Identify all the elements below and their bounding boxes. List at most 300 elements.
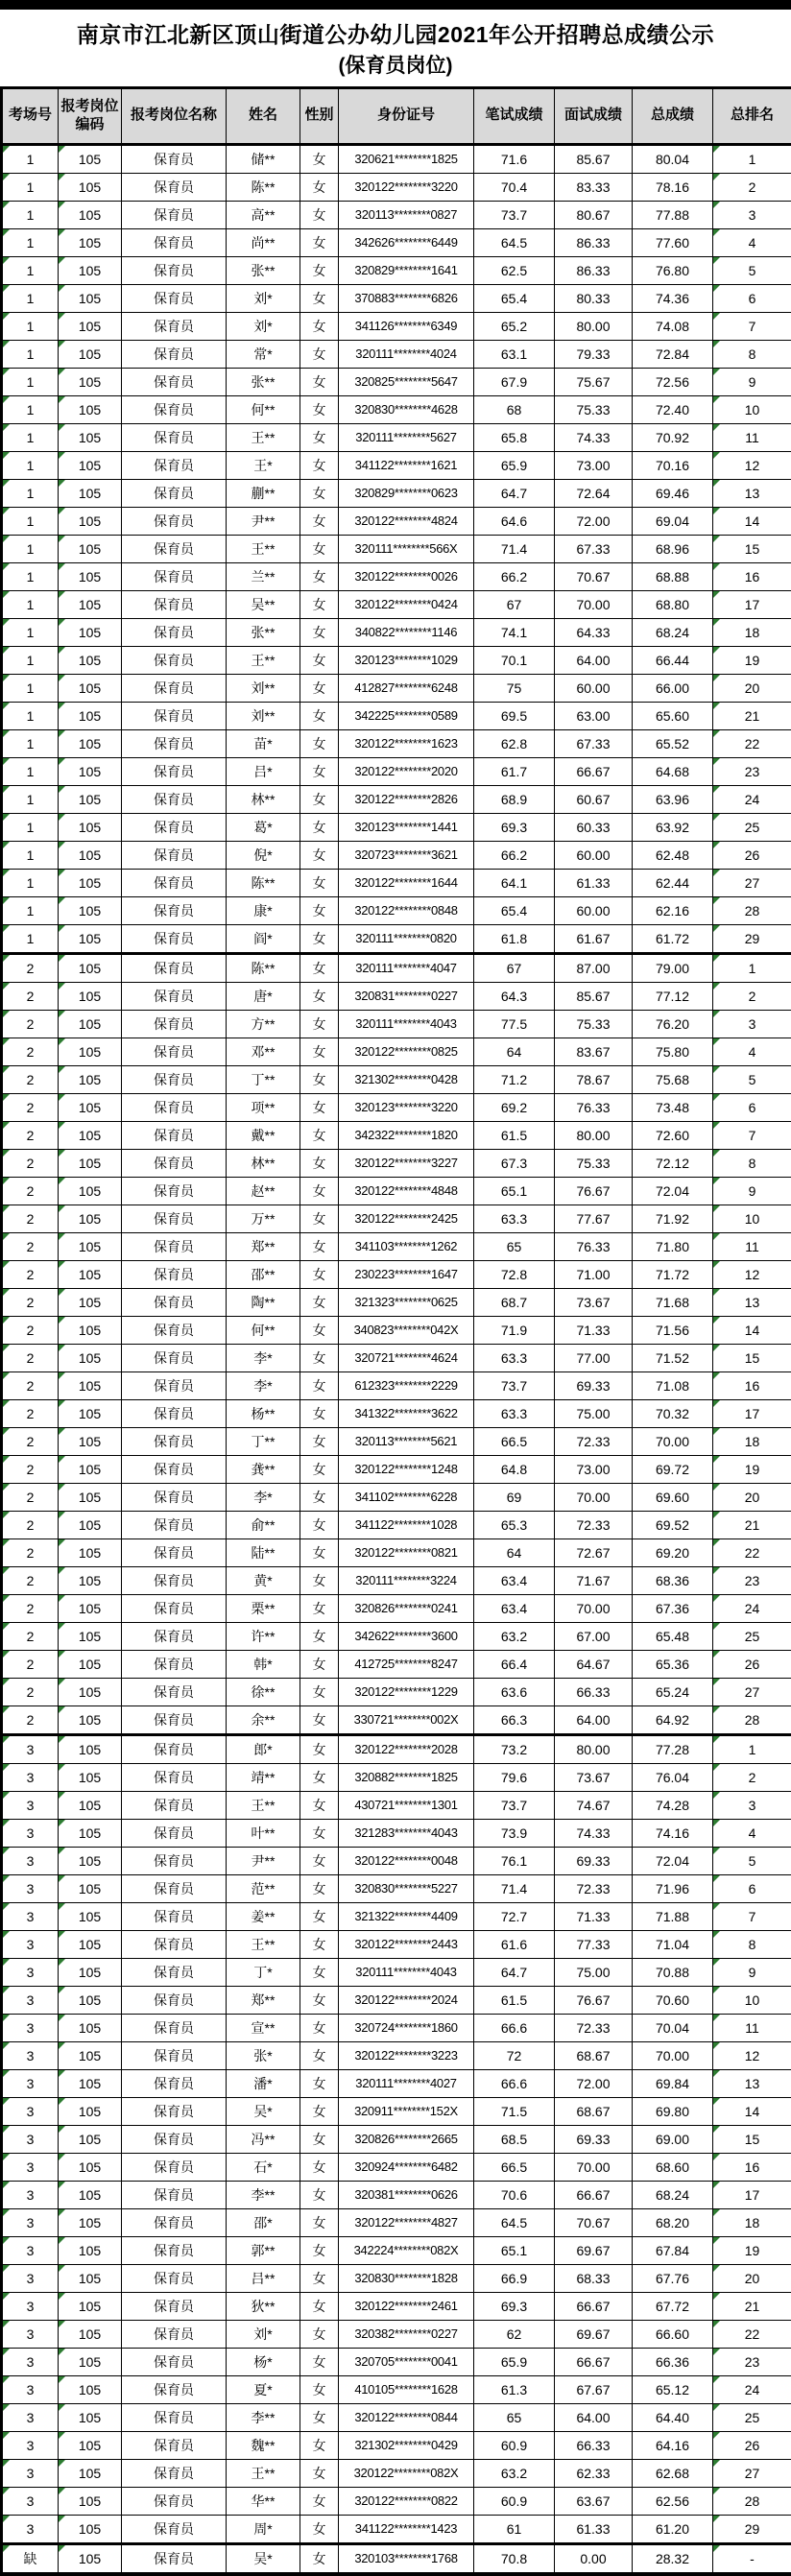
cell-value: 保育员	[154, 1573, 194, 1588]
cell-value: 70.00	[656, 1434, 689, 1449]
cell-rank	[713, 1705, 791, 1734]
cell-value: 女	[313, 1601, 326, 1616]
cell-value: 2	[749, 1770, 756, 1785]
flag-triangle-icon	[59, 983, 65, 990]
cell-written-score	[474, 1288, 555, 1316]
cell-exam-room	[2, 1819, 59, 1847]
flag-triangle-icon	[59, 591, 65, 598]
cell-position-name	[122, 1149, 227, 1177]
cell-value: 刘**	[252, 680, 276, 696]
cell-id-number	[339, 813, 474, 841]
cell-gender	[300, 1902, 339, 1930]
cell-value: 女	[313, 1156, 326, 1171]
table-row	[2, 1483, 791, 1511]
cell-value: 76.33	[576, 1239, 610, 1254]
cell-position-code	[59, 173, 122, 201]
cell-value: 61.33	[576, 875, 610, 891]
table-row	[2, 2153, 791, 2181]
cell-value: 15	[745, 1350, 760, 1366]
cell-value: 郑**	[252, 1239, 276, 1254]
flag-triangle-icon	[3, 703, 10, 709]
cell-value: 2	[27, 961, 35, 976]
top-border-bar	[0, 0, 791, 10]
cell-value: 2	[27, 1684, 35, 1700]
cell-interview-score	[555, 1902, 633, 1930]
cell-value: 69.33	[576, 2132, 610, 2147]
flag-triangle-icon	[713, 1736, 720, 1743]
table-row	[2, 1511, 791, 1538]
cell-position-name	[122, 256, 227, 284]
cell-total-score	[633, 896, 713, 924]
cell-value: 76.20	[656, 1016, 689, 1032]
cell-id-number	[339, 1288, 474, 1316]
table-row	[2, 2208, 791, 2236]
cell-name	[227, 1232, 300, 1260]
cell-id-number	[339, 1678, 474, 1705]
cell-value: 栗**	[252, 1601, 276, 1616]
cell-exam-room	[2, 2208, 59, 2236]
cell-value: 61.72	[656, 931, 689, 946]
cell-gender	[300, 340, 339, 368]
cell-value: 66.4	[501, 1657, 527, 1672]
cell-value: 女	[313, 1992, 326, 2008]
cell-value: 70.00	[576, 1601, 610, 1616]
cell-position-code	[59, 674, 122, 702]
table-row	[2, 1847, 791, 1874]
flag-triangle-icon	[59, 1011, 65, 1017]
cell-value: 320122********082X	[354, 2466, 459, 2480]
cell-gender	[300, 1622, 339, 1650]
cell-position-code	[59, 841, 122, 869]
table-row	[2, 340, 791, 368]
cell-value: 24	[745, 2382, 760, 2397]
flag-triangle-icon	[3, 1094, 10, 1101]
cell-value: 67.67	[576, 2382, 610, 2397]
cell-value: 68.24	[656, 625, 689, 640]
cell-gender	[300, 2543, 339, 2574]
cell-rank	[713, 841, 791, 869]
cell-interview-score	[555, 2403, 633, 2431]
cell-value: 72.33	[576, 2020, 610, 2036]
flag-triangle-icon	[59, 563, 65, 570]
flag-triangle-icon	[713, 1595, 720, 1602]
header-cell-position-name: 报考岗位名称	[122, 87, 227, 144]
cell-value: 62.33	[576, 2466, 610, 2481]
flag-triangle-icon	[3, 2015, 10, 2021]
cell-name	[227, 869, 300, 896]
cell-interview-score	[555, 1819, 633, 1847]
cell-exam-room	[2, 1121, 59, 1149]
cell-name	[227, 729, 300, 757]
cell-value: 86.33	[576, 235, 610, 250]
cell-value: 保育员	[154, 2382, 194, 2397]
cell-value: 1	[27, 207, 35, 223]
cell-exam-room	[2, 2543, 59, 2574]
flag-triangle-icon	[713, 2015, 720, 2021]
flag-triangle-icon	[59, 2042, 65, 2049]
cell-value: 2	[27, 1490, 35, 1505]
cell-position-name	[122, 395, 227, 423]
cell-total-score	[633, 2153, 713, 2181]
cell-value: 105	[79, 2493, 101, 2509]
table-row	[2, 312, 791, 340]
table-row	[2, 1344, 791, 1371]
cell-written-score	[474, 2543, 555, 2574]
cell-total-score	[633, 1038, 713, 1065]
cell-exam-room	[2, 2348, 59, 2375]
cell-value: 保育员	[154, 875, 194, 891]
cell-written-score	[474, 1038, 555, 1065]
cell-value: 2	[27, 1323, 35, 1338]
cell-value: 74.16	[656, 1825, 689, 1841]
flag-triangle-icon	[713, 647, 720, 654]
flag-triangle-icon	[59, 730, 65, 737]
cell-total-score	[633, 2431, 713, 2459]
cell-value: 魏**	[252, 2438, 276, 2453]
cell-value: 69.20	[656, 1545, 689, 1561]
cell-name	[227, 1819, 300, 1847]
cell-rank	[713, 2097, 791, 2125]
cell-value: 64	[507, 1545, 522, 1561]
cell-written-score	[474, 1093, 555, 1121]
cell-value: 321302********0429	[354, 2438, 457, 2452]
cell-value: 105	[79, 2076, 101, 2091]
cell-interview-score	[555, 618, 633, 646]
cell-interview-score	[555, 1065, 633, 1093]
cell-value: 女	[313, 1462, 326, 1477]
cell-rank	[713, 2292, 791, 2320]
cell-value: 73.48	[656, 1100, 689, 1115]
cell-gender	[300, 395, 339, 423]
cell-value: 女	[313, 2299, 326, 2314]
cell-value: 66.60	[656, 2326, 689, 2342]
cell-rank	[713, 729, 791, 757]
cell-value: 9	[749, 374, 756, 390]
cell-value: 8	[749, 1156, 756, 1171]
cell-interview-score	[555, 340, 633, 368]
cell-value: 74.67	[576, 1798, 610, 1813]
cell-rank	[713, 1763, 791, 1791]
cell-exam-room	[2, 1594, 59, 1622]
cell-value: 80.67	[576, 207, 610, 223]
cell-interview-score	[555, 2208, 633, 2236]
cell-rank	[713, 1566, 791, 1594]
cell-value: 65.9	[501, 2354, 527, 2370]
cell-value: 72.67	[576, 1545, 610, 1561]
cell-value: 兰**	[252, 569, 276, 584]
flag-triangle-icon	[3, 675, 10, 681]
cell-written-score	[474, 1344, 555, 1371]
cell-value: 105	[79, 1798, 101, 1813]
cell-value: 105	[79, 486, 101, 501]
cell-total-score	[633, 702, 713, 729]
flag-triangle-icon	[3, 1987, 10, 1993]
cell-value: 唐*	[253, 989, 272, 1004]
flag-triangle-icon	[713, 897, 720, 904]
cell-value: 68.33	[576, 2271, 610, 2286]
cell-written-score	[474, 144, 555, 173]
flag-triangle-icon	[713, 983, 720, 990]
cell-value: 68.88	[656, 569, 689, 584]
flag-triangle-icon	[59, 2321, 65, 2327]
cell-interview-score	[555, 1010, 633, 1038]
cell-value: 戴**	[252, 1128, 276, 1143]
cell-value: 72.60	[656, 1128, 689, 1143]
cell-rank	[713, 2515, 791, 2543]
cell-value: 105	[79, 1684, 101, 1700]
cell-name	[227, 1371, 300, 1399]
flag-triangle-icon	[3, 1792, 10, 1799]
cell-written-score	[474, 2431, 555, 2459]
cell-id-number	[339, 2181, 474, 2208]
cell-value: 徐**	[252, 1684, 276, 1700]
cell-gender	[300, 869, 339, 896]
flag-triangle-icon	[3, 1931, 10, 1938]
cell-exam-room	[2, 2431, 59, 2459]
cell-position-code	[59, 256, 122, 284]
cell-position-name	[122, 368, 227, 395]
cell-total-score	[633, 1399, 713, 1427]
flag-triangle-icon	[3, 758, 10, 765]
flag-triangle-icon	[59, 675, 65, 681]
cell-value: 保育员	[154, 2020, 194, 2036]
table-row	[2, 924, 791, 953]
flag-triangle-icon	[59, 2404, 65, 2411]
cell-value: 保育员	[154, 1211, 194, 1227]
flag-triangle-icon	[713, 1792, 720, 1799]
cell-written-score	[474, 562, 555, 590]
flag-triangle-icon	[713, 369, 720, 375]
flag-triangle-icon	[3, 1820, 10, 1826]
table-row	[2, 869, 791, 896]
cell-value: 女	[313, 1267, 326, 1282]
cell-value: 保育员	[154, 625, 194, 640]
cell-exam-room	[2, 479, 59, 507]
cell-value: 75.00	[576, 1406, 610, 1421]
cell-value: 320122********0026	[354, 569, 457, 584]
cell-exam-room	[2, 1205, 59, 1232]
cell-gender	[300, 312, 339, 340]
cell-rank	[713, 646, 791, 674]
cell-value: 105	[79, 207, 101, 223]
cell-interview-score	[555, 144, 633, 173]
cell-value: 保育员	[154, 1378, 194, 1394]
cell-value: 105	[79, 1881, 101, 1896]
cell-rank	[713, 1902, 791, 1930]
cell-exam-room	[2, 1538, 59, 1566]
cell-value: 105	[79, 1044, 101, 1060]
cell-gender	[300, 1678, 339, 1705]
cell-name	[227, 1455, 300, 1483]
cell-interview-score	[555, 1566, 633, 1594]
cell-value: 保育员	[154, 847, 194, 863]
cell-value: 丁**	[252, 1072, 276, 1087]
cell-gender	[300, 1958, 339, 1986]
table-row	[2, 2348, 791, 2375]
cell-value: 1	[27, 541, 35, 557]
cell-rank	[713, 1538, 791, 1566]
cell-exam-room	[2, 312, 59, 340]
cell-value: 保育员	[154, 1937, 194, 1952]
cell-value: 保育员	[154, 2493, 194, 2509]
cell-value: 3	[749, 1798, 756, 1813]
cell-interview-score	[555, 507, 633, 535]
cell-written-score	[474, 2181, 555, 2208]
cell-position-code	[59, 2125, 122, 2153]
cell-value: 72.33	[576, 1881, 610, 1896]
cell-value: 吕*	[253, 764, 272, 779]
cell-position-name	[122, 1344, 227, 1371]
cell-value: 1	[27, 875, 35, 891]
cell-value: 保育员	[154, 2215, 194, 2230]
cell-gender	[300, 590, 339, 618]
cell-value: 341102********6228	[355, 1490, 457, 1504]
cell-value: 61.6	[501, 1937, 527, 1952]
flag-triangle-icon	[713, 2376, 720, 2383]
cell-value: 26	[745, 2438, 760, 2453]
cell-exam-room	[2, 896, 59, 924]
cell-value: 61.67	[576, 931, 610, 946]
cell-value: 69.80	[656, 2104, 689, 2119]
cell-id-number	[339, 562, 474, 590]
cell-value: 女	[313, 1742, 326, 1757]
cell-interview-score	[555, 1399, 633, 1427]
cell-value: 340822********1146	[355, 625, 457, 639]
cell-value: 105	[79, 1462, 101, 1477]
flag-triangle-icon	[3, 2182, 10, 2188]
cell-gender	[300, 1986, 339, 2014]
cell-value: 71.56	[656, 1323, 689, 1338]
cell-value: 72.33	[576, 1517, 610, 1533]
flag-triangle-icon	[3, 1178, 10, 1184]
cell-id-number	[339, 1149, 474, 1177]
cell-value: 65.3	[501, 1517, 527, 1533]
cell-value: 79.00	[656, 961, 689, 976]
cell-gender	[300, 2264, 339, 2292]
cell-id-number	[339, 924, 474, 953]
cell-interview-score	[555, 841, 633, 869]
cell-id-number	[339, 1065, 474, 1093]
cell-id-number	[339, 1847, 474, 1874]
cell-total-score	[633, 1010, 713, 1038]
cell-value: 女	[313, 820, 326, 835]
cell-value: 女	[313, 2493, 326, 2509]
cell-value: 保育员	[154, 2104, 194, 2119]
cell-value: 3	[27, 1825, 35, 1841]
cell-rank	[713, 451, 791, 479]
cell-gender	[300, 841, 339, 869]
cell-value: 320113********0827	[355, 207, 457, 222]
cell-value: 105	[79, 792, 101, 807]
flag-triangle-icon	[3, 2293, 10, 2300]
cell-name	[227, 562, 300, 590]
cell-position-code	[59, 2069, 122, 2097]
cell-value: 王**	[252, 541, 276, 557]
cell-position-name	[122, 2403, 227, 2431]
cell-value: 68.67	[576, 2104, 610, 2119]
cell-interview-score	[555, 1930, 633, 1958]
cell-value: 73.2	[501, 1742, 527, 1757]
cell-position-code	[59, 1622, 122, 1650]
cell-value: 69.52	[656, 1517, 689, 1533]
cell-id-number	[339, 2292, 474, 2320]
cell-interview-score	[555, 896, 633, 924]
cell-total-score	[633, 729, 713, 757]
flag-triangle-icon	[713, 1539, 720, 1546]
cell-value: 105	[79, 374, 101, 390]
cell-interview-score	[555, 2069, 633, 2097]
cell-value: 1	[27, 263, 35, 278]
cell-position-code	[59, 1511, 122, 1538]
cell-rank	[713, 256, 791, 284]
cell-value: 320111********3224	[355, 1573, 456, 1587]
cell-position-name	[122, 1538, 227, 1566]
cell-position-name	[122, 2431, 227, 2459]
cell-id-number	[339, 535, 474, 562]
cell-value: 储**	[252, 152, 276, 167]
flag-triangle-icon	[59, 1820, 65, 1826]
cell-value: 女	[313, 989, 326, 1004]
table-row	[2, 2459, 791, 2487]
cell-rank	[713, 757, 791, 785]
cell-interview-score	[555, 590, 633, 618]
cell-exam-room	[2, 1483, 59, 1511]
cell-name	[227, 1847, 300, 1874]
cell-name	[227, 1177, 300, 1205]
cell-name	[227, 2041, 300, 2069]
flag-triangle-icon	[713, 1931, 720, 1938]
cell-value: 73.7	[501, 207, 527, 223]
cell-id-number	[339, 2208, 474, 2236]
flag-triangle-icon	[3, 508, 10, 514]
cell-value: 方**	[252, 1016, 276, 1032]
cell-value: 吴*	[253, 2104, 272, 2119]
cell-rank	[713, 368, 791, 395]
cell-value: 保育员	[154, 1490, 194, 1505]
cell-value: 320122********1644	[354, 875, 457, 890]
flag-triangle-icon	[713, 1567, 720, 1574]
flag-triangle-icon	[713, 2488, 720, 2494]
cell-value: 3	[749, 207, 756, 223]
cell-total-score	[633, 2125, 713, 2153]
cell-value: 邵**	[252, 1267, 276, 1282]
flag-triangle-icon	[3, 174, 10, 180]
cell-total-score	[633, 1819, 713, 1847]
cell-interview-score	[555, 646, 633, 674]
cell-rank	[713, 1847, 791, 1874]
cell-value: 保育员	[154, 1965, 194, 1980]
cell-id-number	[339, 1483, 474, 1511]
cell-id-number	[339, 1902, 474, 1930]
cell-value: 28	[745, 2493, 760, 2509]
cell-value: 105	[79, 597, 101, 612]
cell-value: 保育员	[154, 2551, 194, 2566]
cell-exam-room	[2, 1958, 59, 1986]
cell-total-score	[633, 312, 713, 340]
flag-triangle-icon	[713, 842, 720, 848]
table-row	[2, 896, 791, 924]
cell-value: 67	[507, 961, 522, 976]
cell-written-score	[474, 2041, 555, 2069]
table-row	[2, 562, 791, 590]
cell-value: 项**	[252, 1100, 276, 1115]
cell-value: 105	[79, 291, 101, 306]
cell-position-code	[59, 2543, 122, 2574]
cell-rank	[713, 312, 791, 340]
flag-triangle-icon	[713, 2265, 720, 2272]
cell-position-code	[59, 1399, 122, 1427]
flag-triangle-icon	[3, 2070, 10, 2077]
